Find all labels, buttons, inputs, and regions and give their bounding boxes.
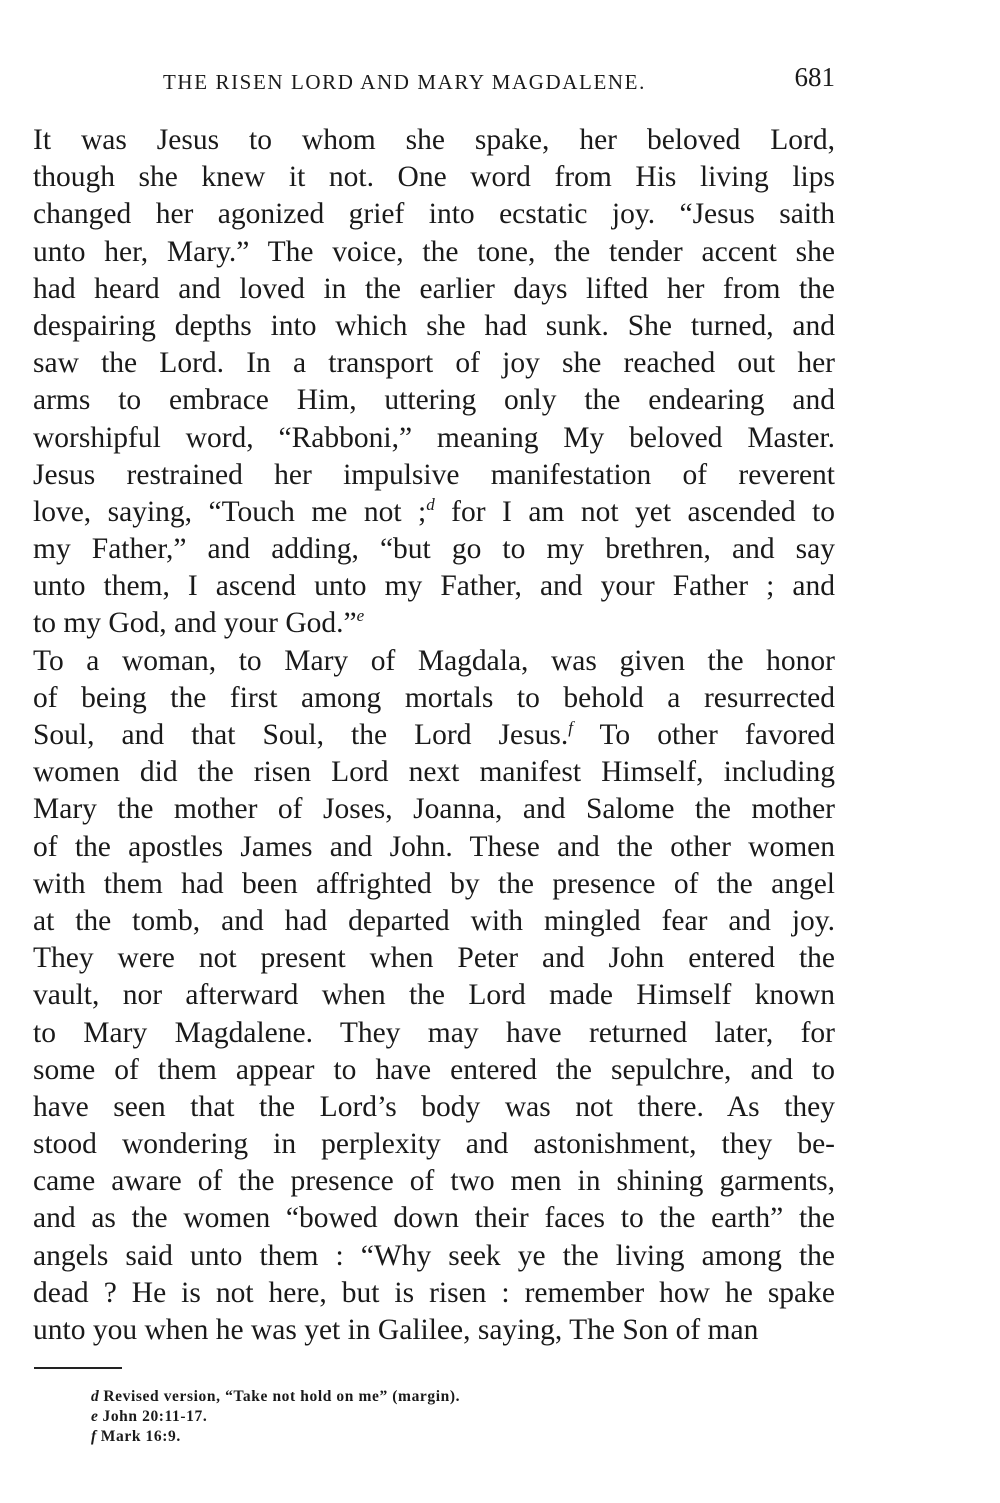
text-line: women did the risen Lord next manifest Himself, including (33, 756, 835, 789)
running-header (33, 62, 835, 98)
text-line: dead ? He is not here, but is risen : remember how he spake (33, 1276, 835, 1309)
footnote-text: Revised version, “Take not hold on me” (margin). (103, 1388, 461, 1405)
text-line: Soul, and that Soul, the Lord Jesus.$^f$ To other favored (33, 718, 835, 751)
footnote-mark: f (91, 1428, 97, 1445)
footnote (91, 1387, 460, 1407)
text-line: To a woman, to Mary of Magdala, was given the honor (33, 644, 835, 677)
text-line: some of them appear to have entered the sepulchre, and to (33, 1053, 835, 1086)
text-line: have seen that the Lord’s body was not there. As they (33, 1090, 835, 1123)
footnote-text: John 20:11-17. (102, 1408, 208, 1425)
text-line: to my God, and your God.”$^e$ (33, 606, 365, 640)
text-line: unto you when he was yet in Galilee, saying, The Son of man (33, 1314, 759, 1346)
footnote (91, 1427, 460, 1447)
text-line: It was Jesus to whom she spake, her beloved Lord, (33, 124, 835, 156)
text-line: angels said unto them : “Why seek ye the living among the (33, 1239, 835, 1272)
footnote-mark: e (91, 1408, 99, 1425)
text-line: worshipful word, “Rabboni,” meaning My beloved Master. (33, 421, 835, 454)
text-line: to Mary Magdalene. They may have returned later, for (33, 1016, 835, 1049)
text-line: had heard and loved in the earlier days lifted her from the (33, 272, 835, 305)
text-line: stood wondering in perplexity and astonishment, they be- (33, 1128, 835, 1161)
text-line: love, saying, “Touch me not ;$^d$ for I am not yet ascended to (33, 494, 836, 528)
text-line: though she knew it not. One word from His living lips (33, 161, 835, 194)
text-line: with them had been affrighted by the presence of the angel (33, 867, 835, 900)
text-line: of the apostles James and John. These and the other women (33, 830, 835, 863)
text-line: They were not present when Peter and John entered the (33, 942, 835, 975)
text-line: at the tomb, and had departed with mingled fear and joy. (33, 904, 835, 937)
text-line: of being the first among mortals to behold a resurrected (33, 681, 835, 714)
footnote-rule (34, 1367, 122, 1369)
footnote-ref[interactable]: d (426, 494, 435, 514)
text-line: came aware of the presence of two men in shining garments, (33, 1165, 835, 1198)
footnote-text: Mark 16:9. (100, 1428, 181, 1445)
text-line: unto her, Mary.” The voice, the tone, the tender accent she (33, 235, 835, 268)
text-line: changed her agonized grief into ecstatic joy. “Jesus saith (33, 198, 835, 231)
text-line: and as the women “bowed down their faces to the earth” the (33, 1202, 835, 1235)
text-line: Jesus restrained her impulsive manifestation of reverent (33, 458, 835, 491)
paragraph (33, 643, 835, 1350)
footnote (91, 1407, 460, 1427)
text-line: Mary the mother of Joses, Joanna, and Salome the mother (33, 793, 835, 826)
text-line: saw the Lord. In a transport of joy she reached out her (33, 347, 835, 380)
text-line: unto them, I ascend unto my Father, and your Father ; and (33, 570, 835, 603)
footnote-ref[interactable]: e (356, 606, 365, 626)
text-line: arms to embrace Him, uttering only the endearing and (33, 384, 835, 417)
paragraph (33, 122, 835, 643)
text-line: despairing depths into which she had sunk. She turned, and (33, 309, 835, 342)
footnote-mark: d (91, 1388, 100, 1405)
body-text (33, 122, 835, 1349)
page-number: 681 (794, 62, 835, 92)
footnotes (91, 1387, 460, 1447)
text-line: my Father,” and adding, “but go to my brethren, and say (33, 533, 835, 566)
text-line: vault, nor afterward when the Lord made Himself known (33, 979, 835, 1012)
footnote-ref[interactable]: f (568, 718, 573, 737)
running-title: THE RISEN LORD AND MARY MAGDALENE. (163, 70, 646, 94)
